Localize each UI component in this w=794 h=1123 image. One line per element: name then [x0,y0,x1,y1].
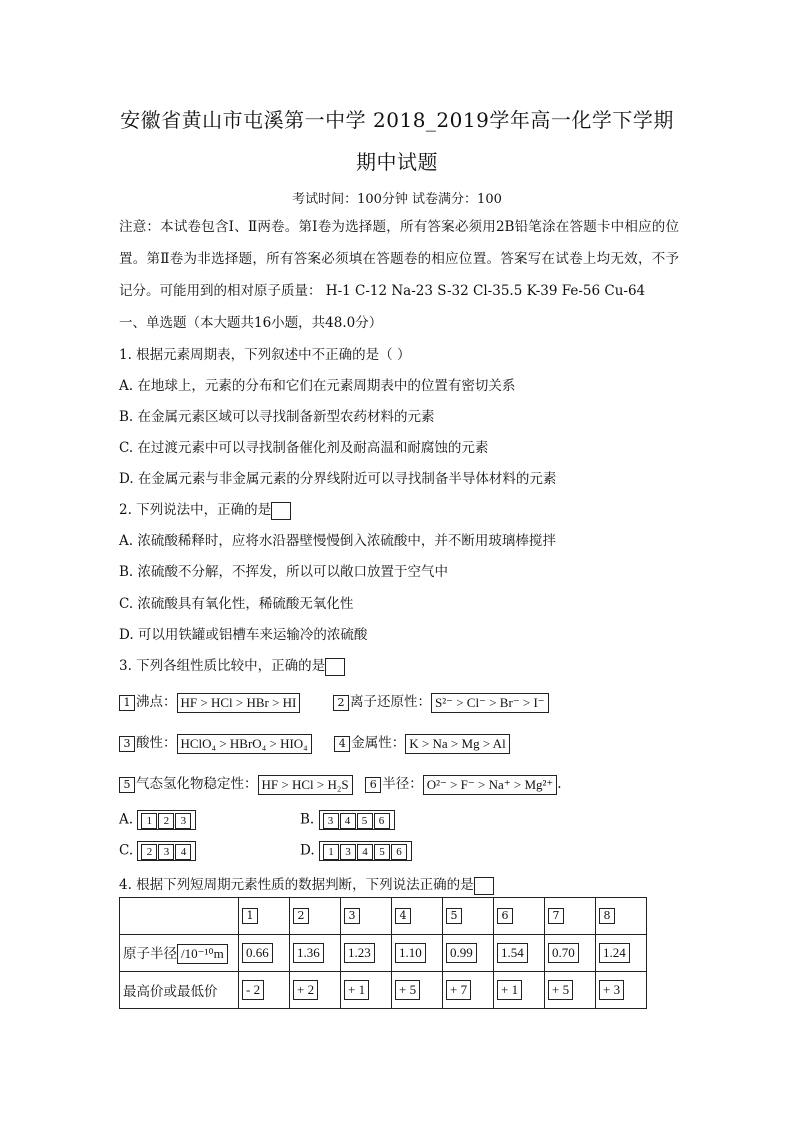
q3-item-expr: HClO₄ > HBrO₄ > HIO₄ [177,734,312,754]
circled-number: 2 [158,813,174,829]
circled-number: 5 [119,777,135,793]
table-cell: + 7 [446,980,471,1000]
circled-number: 3 [119,736,135,752]
table-header-row [120,898,647,935]
q3-item-label: 气态氢化物稳定性： [136,776,258,792]
circled-number: 6 [374,813,390,829]
circled-number: 1 [242,908,258,924]
answer-paren-box [271,502,291,520]
q3-option-c [119,841,196,861]
circled-number: 3 [344,908,360,924]
q3-stem-text: 3. 下列各组性质比较中，正确的是 [119,658,326,674]
option-numbers [137,841,196,861]
q3-item-expr: S²⁻ > Cl⁻ > Br⁻ > I⁻ [431,693,549,713]
q3-item-label: 半径： [382,776,423,792]
table-cell: + 1 [344,980,369,1000]
table-cell: + 5 [395,980,420,1000]
circled-number: 3 [323,813,339,829]
table-row [120,972,647,1009]
circled-number: 4 [175,844,191,860]
circled-number: 4 [334,736,350,752]
table-cell: 1.24 [599,943,630,963]
circled-number: 5 [446,908,462,924]
option-numbers [319,841,412,861]
q3-item-label: 金属性： [351,735,406,751]
section-heading: 一、单选题（本大题共16小题，共48.0分） [119,315,383,331]
q3-item-row-2 [119,731,510,754]
page-title-line2: 期中试题 [356,150,438,174]
q2-option-a: A. 浓硫酸稀释时，应将水沿器壁慢慢倒入浓硫酸中，并不断用玻璃棒搅拌 [119,533,556,549]
notice-text: 注意：本试卷包含Ⅰ、Ⅱ两卷。第Ⅰ卷为选择题，所有答案必须用2B铅笔涂在答题卡中相应的位置。第Ⅱ卷为非选择题，所有答案必须填在答题卷的相应位置。答案写在试卷上均无效，不予记分。可能用到的相对原子质量： H-1 C-12 Na-23 S-32 Cl-35.5 K-39 Fe-56 Cu-64 [119,219,679,299]
table-cell: + 1 [497,980,522,1000]
table-cell: 1.54 [497,943,528,963]
question-2-stem [119,498,291,520]
table-cell: 1.10 [395,943,426,963]
q3-option-b [300,810,395,830]
table-cell: - 2 [242,980,264,1000]
answer-paren-box [325,658,345,676]
question-4-stem [119,873,494,895]
q1-option-c: C. 在过渡元素中可以寻找制备催化剂及耐高温和耐腐蚀的元素 [119,440,489,456]
radius-label: 原子半径 [123,945,177,962]
option-letter: D. [300,842,315,859]
q3-item-label: 离子还原性： [349,694,431,710]
q2-option-b: B. 浓硫酸不分解，不挥发，所以可以敞口放置于空气中 [119,564,449,580]
circled-number: 1 [119,695,135,711]
element-data-table [119,897,647,1009]
circled-number: 3 [175,813,191,829]
circled-number: 5 [357,813,373,829]
q3-item-label: 酸性： [136,735,177,751]
circled-number: 8 [599,908,615,924]
q1-option-d: D. 在金属元素与非金属元素的分界线附近可以寻找制备半导体材料的元素 [119,471,557,487]
option-numbers [319,810,395,830]
row-label: 最高价或最低价 [120,972,239,1009]
answer-paren-box [474,877,494,895]
page-title: 安徽省黄山市屯溪第一中学 2018_2019学年高一化学下学期 [120,108,674,132]
q1-option-b: B. 在金属元素区域可以寻找制备新型农药材料的元素 [119,409,435,425]
q2-stem-text: 2. 下列说法中，正确的是 [119,502,272,518]
option-letter: B. [300,811,315,828]
option-letter: A. [119,811,134,828]
table-cell: 0.66 [242,943,273,963]
table-cell: + 3 [599,980,624,1000]
q2-option-c: C. 浓硫酸具有氧化性，稀硫酸无氧化性 [119,596,354,612]
table-cell: 0.70 [548,943,579,963]
circled-number: 2 [333,695,349,711]
circled-number: 1 [141,813,157,829]
q2-option-d: D. 可以用铁罐或铝槽车来运输冷的浓硫酸 [119,627,368,643]
q3-item-expr: HF > HCl > H₂S [258,775,353,795]
circled-number: 3 [340,844,356,860]
table-cell: + 2 [293,980,318,1000]
q3-item-label: 沸点： [136,694,177,710]
circled-number: 7 [548,908,564,924]
table-row [120,935,647,972]
q4-stem-text: 4. 根据下列短周期元素性质的数据判断，下列说法正确的是 [119,877,474,893]
question-3-stem [119,654,345,676]
option-letter: C. [119,842,134,859]
q3-item-row-3: 5 气态氢化物稳定性： HF > HCl > H₂S 6 半径： O²⁻ > F⁻ > Na⁺ > Mg²⁺ . [119,772,562,795]
q1-option-a: A. 在地球上，元素的分布和它们在元素周期表中的位置有密切关系 [119,378,516,394]
q3-option-d [300,841,412,861]
circled-number: 4 [340,813,356,829]
table-cell: 1.23 [344,943,375,963]
circled-number: 4 [395,908,411,924]
option-numbers [137,810,196,830]
circled-number: 6 [497,908,513,924]
question-1-stem: 1. 根据元素周期表，下列叙述中不正确的是（ ） [119,347,411,363]
circled-number: 6 [391,844,407,860]
row-label [120,935,239,972]
q3-item-expr: K > Na > Mg > Al [405,734,509,754]
q3-item-expr: HF > HCl > HBr > HI [177,693,301,713]
q3-item-expr: O²⁻ > F⁻ > Na⁺ > Mg²⁺ [423,775,558,795]
circled-number: 2 [293,908,309,924]
circled-number: 5 [374,844,390,860]
circled-number: 2 [141,844,157,860]
q3-option-a [119,810,196,830]
radius-unit: /10⁻¹⁰m [177,944,228,964]
table-cell: 0.99 [446,943,477,963]
circled-number: 3 [158,844,174,860]
circled-number: 6 [365,777,381,793]
table-cell: 1.36 [293,943,324,963]
circled-number: 1 [323,844,339,860]
table-cell: + 5 [548,980,573,1000]
exam-info: 考试时间：100分钟 试卷满分：100 [292,192,502,207]
circled-number: 4 [357,844,373,860]
q3-item-row-1 [119,690,549,713]
